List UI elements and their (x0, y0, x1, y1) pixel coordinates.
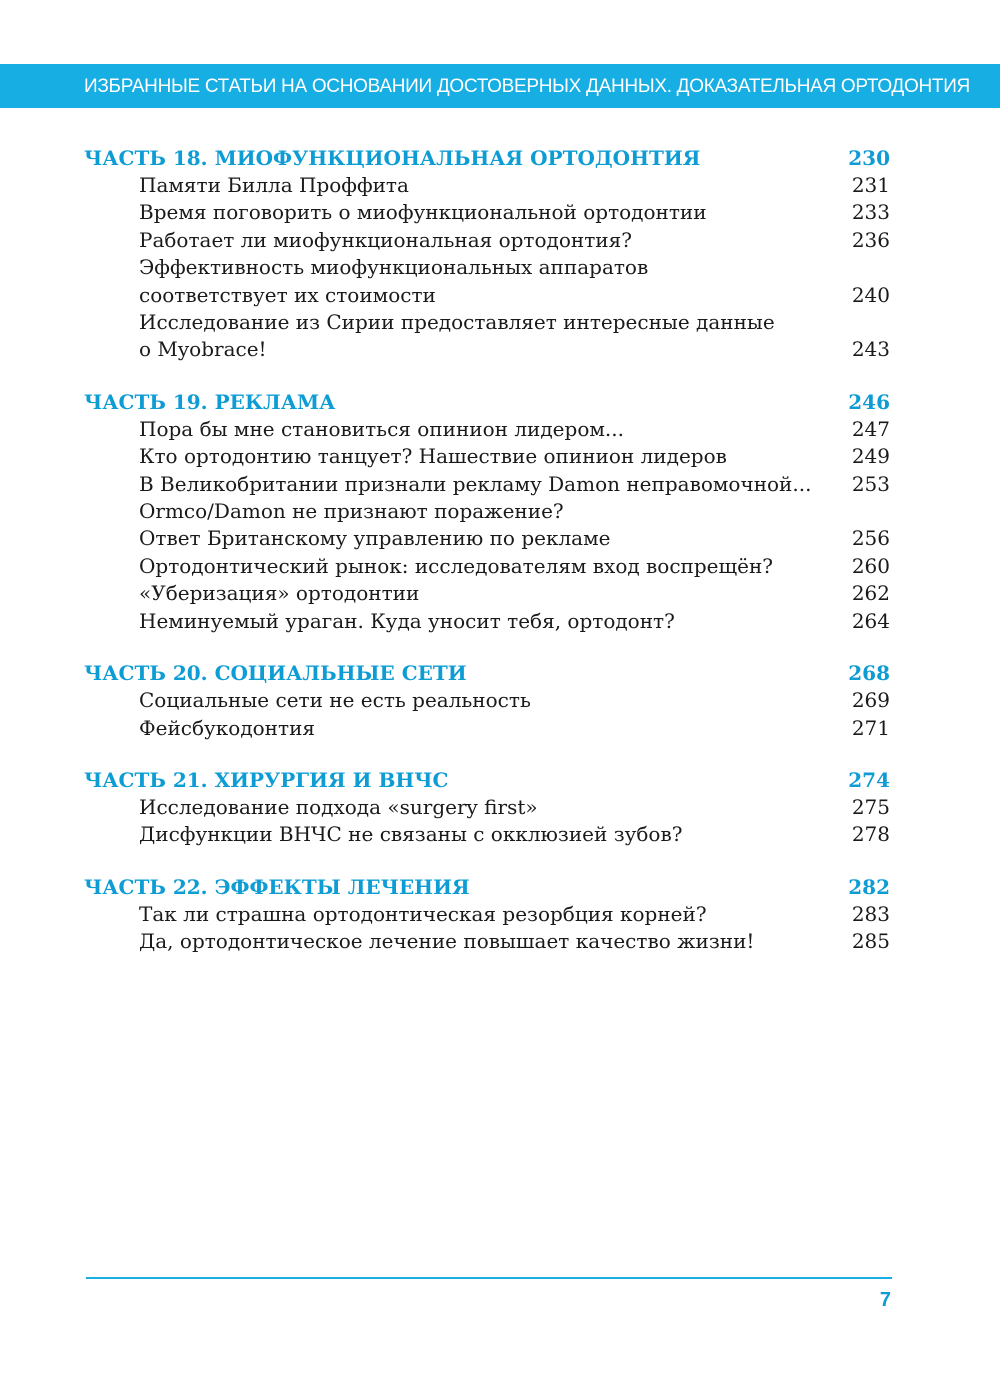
toc-entry-page: 275 (851, 794, 890, 819)
toc-entry-page: 264 (851, 608, 890, 633)
toc-entry-title (84, 687, 531, 714)
page-number: 7 (879, 1289, 891, 1311)
footer-divider (86, 1277, 892, 1279)
toc-part-title: ЧАСТЬ 18. МИОФУНКЦИОНАЛЬНАЯ ОРТОДОНТИЯ (84, 146, 701, 170)
toc-entry-line: Да, ортодонтическое лечение повышает качество жизни! (139, 929, 755, 954)
toc-entry-page: 260 (851, 553, 890, 578)
toc-entry-title (84, 471, 811, 498)
toc-entry-line: Ormco/Damon не признают поражение? (139, 499, 564, 524)
toc-entry-page: 283 (851, 901, 890, 926)
toc-entry-title (84, 227, 632, 254)
toc-entry-title (84, 608, 675, 635)
table-of-contents (84, 144, 890, 980)
toc-entry[interactable] (84, 608, 890, 635)
toc-entry-line: Работает ли миофункциональная ортодонтия? (139, 227, 632, 252)
toc-entry[interactable] (84, 416, 890, 443)
toc-entry-page: 253 (851, 471, 890, 496)
toc-entry-title (84, 416, 624, 443)
toc-part-title: ЧАСТЬ 21. ХИРУРГИЯ И ВНЧС (84, 767, 449, 792)
toc-part-title: ЧАСТЬ 19. РЕКЛАМА (84, 389, 336, 414)
toc-entry-page: 249 (851, 444, 890, 469)
toc-entry-page: 278 (851, 822, 890, 847)
toc-entry-line: Время поговорить о миофункциональной ортодонтии (139, 200, 707, 225)
toc-entry[interactable] (84, 821, 890, 848)
toc-entry[interactable] (84, 471, 890, 498)
toc-entry[interactable] (84, 687, 890, 714)
toc-entry-line: Памяти Билла Проффита (139, 173, 409, 197)
toc-entry[interactable] (84, 227, 890, 254)
toc-part-page: 246 (848, 389, 890, 414)
toc-entry-line: Фейсбукодонтия (139, 715, 316, 740)
toc-entry-line: Дисфункции ВНЧС не связаны с окклюзией зубов? (139, 822, 683, 847)
toc-entry[interactable] (84, 928, 890, 955)
toc-entry-title (84, 172, 409, 199)
toc-part-title: ЧАСТЬ 20. СОЦИАЛЬНЫЕ СЕТИ (84, 661, 467, 686)
toc-entry-line: «Уберизация» ортодонтии (139, 581, 420, 606)
toc-entry-title (84, 901, 707, 928)
toc-entry-page: 247 (851, 416, 890, 441)
toc-entry[interactable] (84, 172, 890, 199)
toc-entry-line: соответствует их стоимости (139, 282, 436, 307)
toc-part-section (84, 873, 890, 956)
toc-entry-line: Эффективность миофункциональных аппаратов (139, 255, 649, 280)
toc-entry[interactable] (84, 553, 890, 580)
toc-entry[interactable] (84, 443, 890, 470)
toc-entry-line: о Myobrace! (139, 337, 267, 362)
toc-entry[interactable] (84, 525, 890, 552)
toc-part-heading[interactable] (84, 388, 890, 416)
toc-entry[interactable] (84, 715, 890, 742)
toc-entry-page: 236 (851, 227, 890, 252)
toc-entry-line: В Великобритании признали рекламу Damon неправомочной... (139, 471, 812, 496)
toc-entry-line: Социальные сети не есть реальность (139, 688, 531, 713)
toc-part-heading[interactable] (84, 766, 890, 794)
toc-entry-page: 271 (851, 715, 890, 740)
toc-entry-title (84, 525, 611, 552)
toc-entry[interactable] (84, 199, 890, 226)
toc-entry-line: Исследование из Сирии предоставляет интересные данные (139, 310, 775, 335)
toc-entry-line: Пора бы мне становиться опинион лидером... (139, 416, 624, 441)
toc-entry-page: 240 (851, 282, 890, 307)
toc-entry[interactable] (84, 580, 890, 607)
toc-part-page: 282 (848, 874, 890, 899)
toc-entry-line: Исследование подхода «surgery first» (139, 794, 538, 819)
toc-entry-page: 243 (851, 337, 890, 362)
running-header-band (0, 64, 1000, 108)
toc-entry-title (84, 443, 727, 470)
toc-part-heading[interactable] (84, 873, 890, 901)
toc-entry-page: 262 (851, 581, 890, 606)
toc-entry-title (84, 580, 419, 607)
toc-entry-title (84, 821, 682, 848)
toc-part-page: 230 (848, 146, 890, 170)
toc-part-heading[interactable] (84, 659, 890, 687)
toc-part-page: 274 (848, 767, 890, 792)
toc-part-section (84, 388, 890, 635)
toc-entry-title (84, 309, 775, 364)
toc-entry-line: Неминуемый ураган. Куда уносит тебя, ортодонт? (139, 608, 675, 633)
toc-entry-line: Ответ Британскому управлению по рекламе (139, 526, 611, 551)
toc-part-section (84, 659, 890, 742)
toc-entry[interactable] (84, 901, 890, 928)
toc-part-section (84, 766, 890, 849)
toc-entry[interactable] (84, 498, 890, 525)
toc-entry-page: 233 (851, 200, 890, 225)
toc-entry-page: 285 (851, 929, 890, 954)
toc-entry-page: 269 (851, 688, 890, 713)
toc-entry-title (84, 498, 564, 525)
toc-part-heading[interactable] (84, 144, 890, 172)
toc-entry-title (84, 928, 754, 955)
running-header-title: ИЗБРАННЫЕ СТАТЬИ НА ОСНОВАНИИ ДОСТОВЕРНЫХ ДАННЫХ. ДОКАЗАТЕЛЬНАЯ ОРТОДОНТИЯ (84, 76, 970, 97)
toc-entry-page: 256 (851, 526, 890, 551)
toc-part-section (84, 144, 890, 364)
toc-entry[interactable] (84, 309, 890, 364)
toc-entry-title (84, 254, 648, 309)
toc-entry-page: 231 (851, 173, 890, 197)
toc-entry-title (84, 715, 315, 742)
toc-entry[interactable] (84, 254, 890, 309)
toc-entry-line: Так ли страшна ортодонтическая резорбция корней? (139, 901, 707, 926)
toc-part-page: 268 (848, 661, 890, 686)
toc-entry[interactable] (84, 794, 890, 821)
toc-entry-title (84, 199, 707, 226)
toc-entry-line: Кто ортодонтию танцует? Нашествие опинион лидеров (139, 444, 727, 469)
toc-part-title: ЧАСТЬ 22. ЭФФЕКТЫ ЛЕЧЕНИЯ (84, 874, 470, 899)
toc-entry-title (84, 553, 773, 580)
toc-entry-line: Ортодонтический рынок: исследователям вход воспрещён? (139, 553, 774, 578)
toc-entry-title (84, 794, 538, 821)
